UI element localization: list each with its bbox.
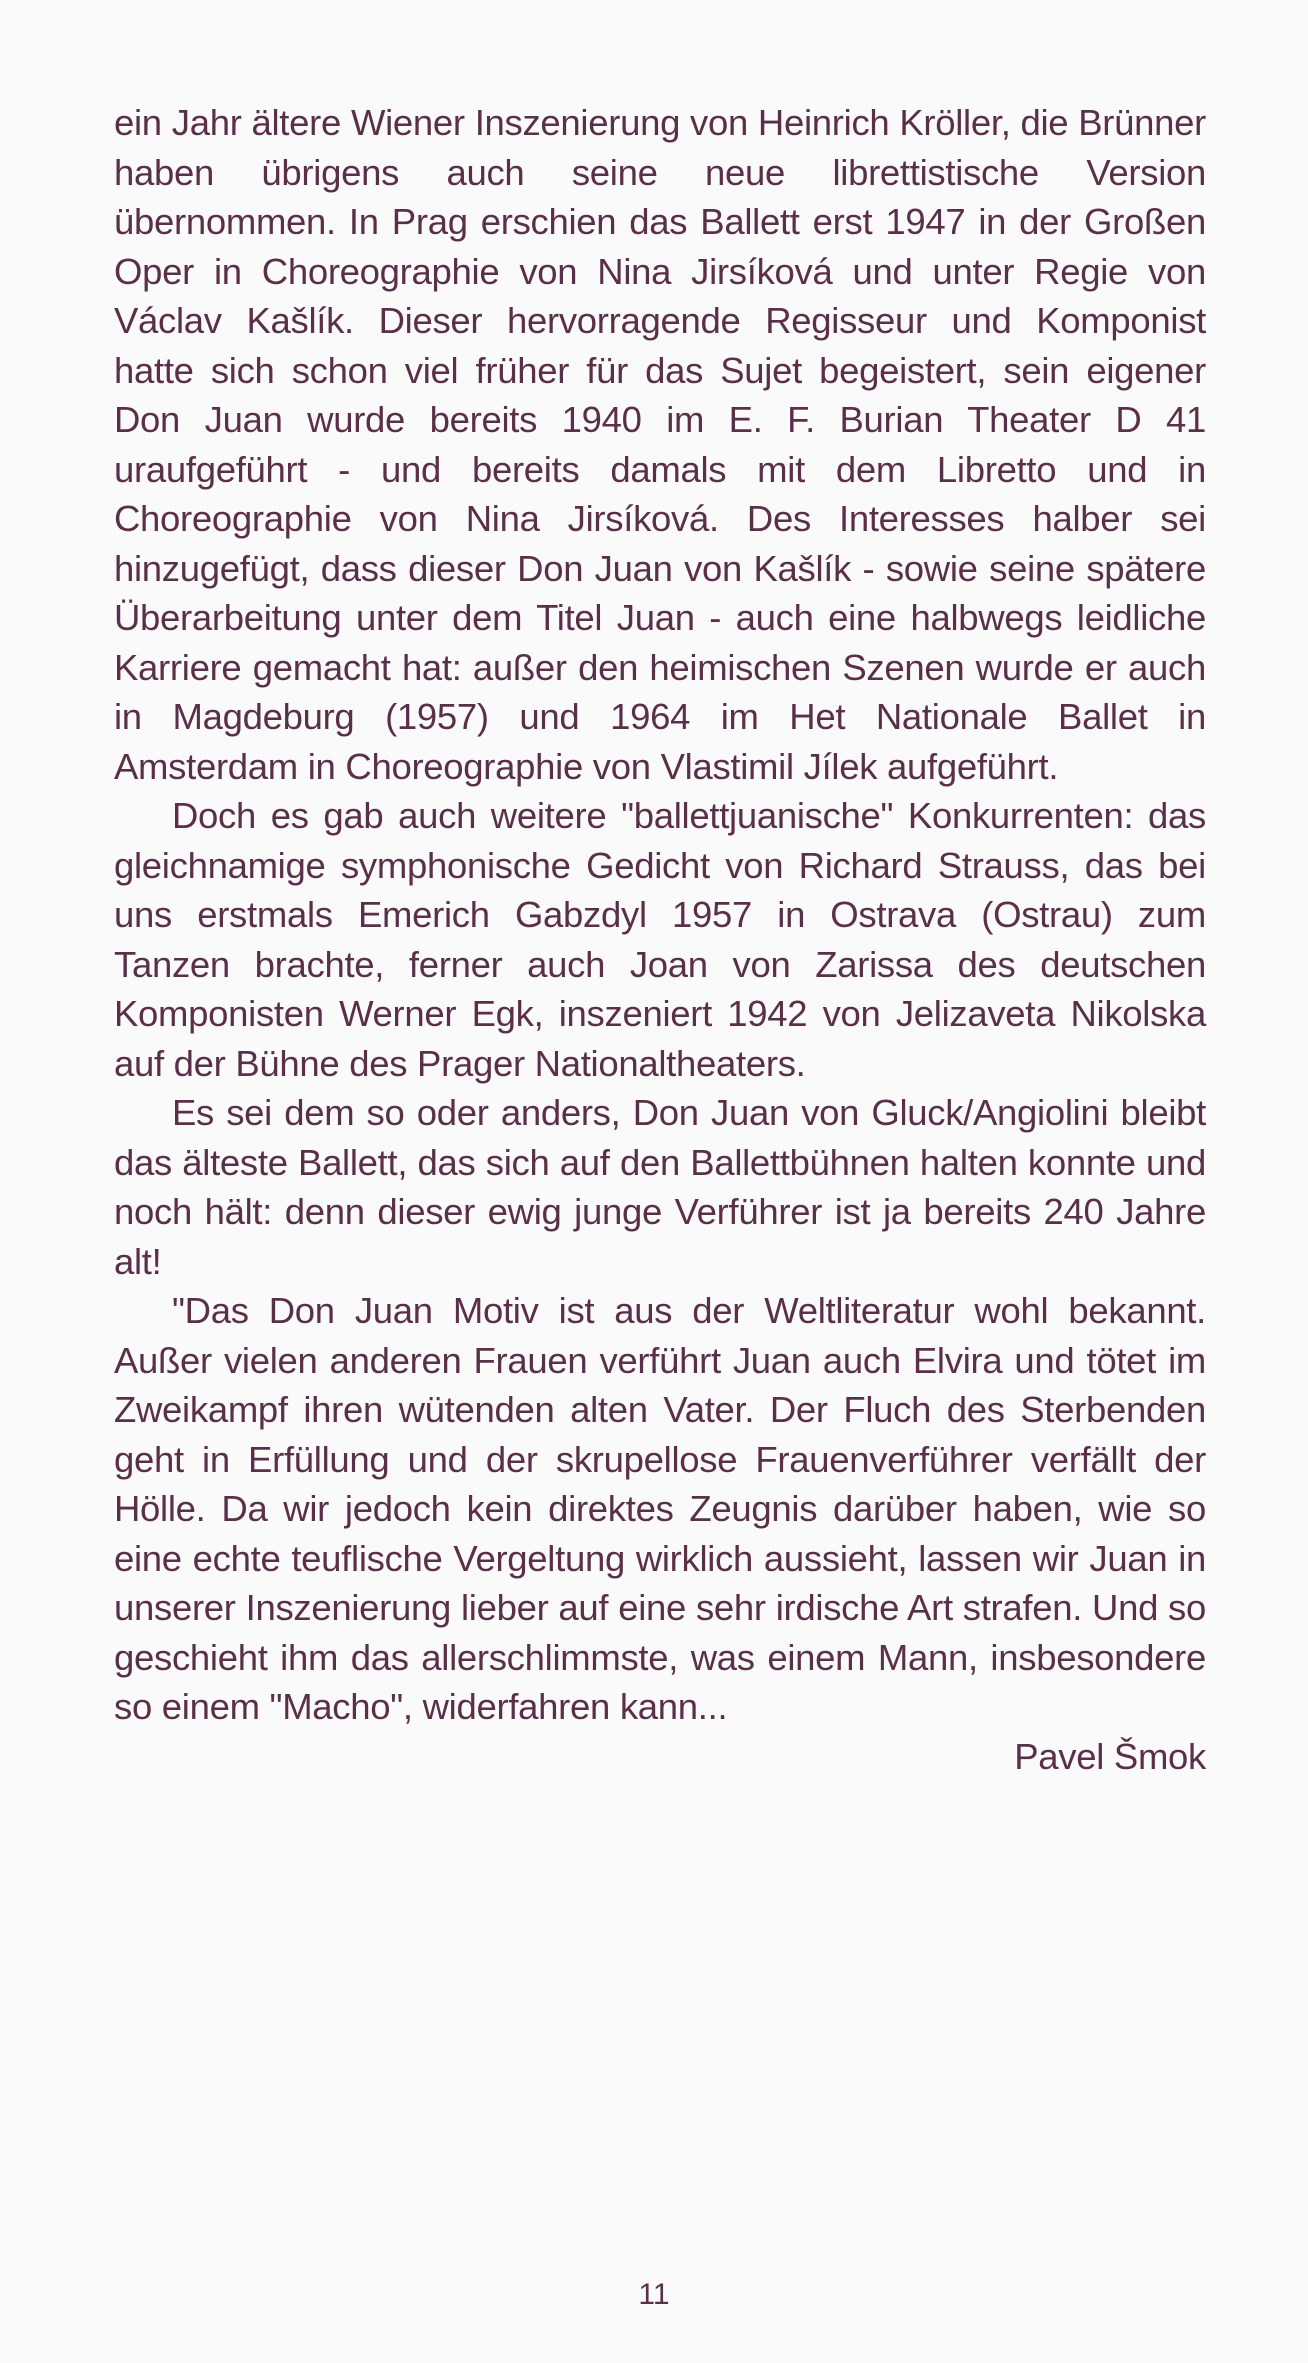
paragraph-4: "Das Don Juan Motiv ist aus der Weltliteratur wohl bekannt. Außer vielen anderen Frauen verführt Juan auch Elvira und tötet im Zweikampf ihren wütenden alten Vater. Der Fluch des Sterbenden geht in Erfüllung und der skrupellose Frauenverführer verfällt der Hölle. Da wir jedoch kein direktes Zeugnis darüber haben, wie so eine echte teuflische Vergeltung wirklich aussieht, lassen wir Juan in unserer Inszenierung lieber auf eine sehr irdische Art strafen. Und so geschieht ihm das allerschlimmste, was einem Mann, insbesondere so einem "Macho", widerfahren kann...	[114, 1290, 1206, 1727]
article-body	[114, 98, 1206, 1781]
author-signature: Pavel Šmok	[1014, 1735, 1206, 1777]
paragraph-2: Doch es gab auch weitere "ballettjuanische" Konkurrenten: das gleichnamige symphonische Gedicht von Richard Strauss, das bei uns erstmals Emerich Gabzdyl 1957 in Ostrava (Ostrau) zum Tanzen brachte, ferner auch Joan von Zarissa des deutschen Komponisten Werner Egk, inszeniert 1942 von Jelizaveta Nikolska auf der Bühne des Prager Nationaltheaters.	[114, 795, 1206, 1084]
paragraph-1: ein Jahr ältere Wiener Inszenierung von Heinrich Kröller, die Brünner haben übrigens auch seine neue librettistische Version übernommen. In Prag erschien das Ballett erst 1947 in der Großen Oper in Choreographie von Nina Jirsíková und unter Regie von Václav Kašlík. Dieser hervorragende Regisseur und Komponist hatte sich schon viel früher für das Sujet begeistert, sein eigener Don Juan wurde bereits 1940 im E. F. Burian Theater D 41 uraufgeführt - und bereits damals mit dem Libretto und in Choreographie von Nina Jirsíková. Des Interesses halber sei hinzugefügt, dass dieser Don Juan von Kašlík - sowie seine spätere Überarbeitung unter dem Titel Juan - auch eine halbwegs leidliche Karriere gemacht hat: außer den heimischen Szenen wurde er auch in Magdeburg (1957) und 1964 im Het Nationale Ballet in Amsterdam in Choreographie von Vlastimil Jílek aufgeführt.	[114, 102, 1206, 787]
page-number: 11	[638, 2278, 670, 2311]
paragraph-3: Es sei dem so oder anders, Don Juan von Gluck/Angiolini bleibt das älteste Ballett, das sich auf den Ballettbühnen halten konnte und noch hält: denn dieser ewig junge Verführer ist ja bereits 240 Jahre alt!	[114, 1092, 1206, 1282]
